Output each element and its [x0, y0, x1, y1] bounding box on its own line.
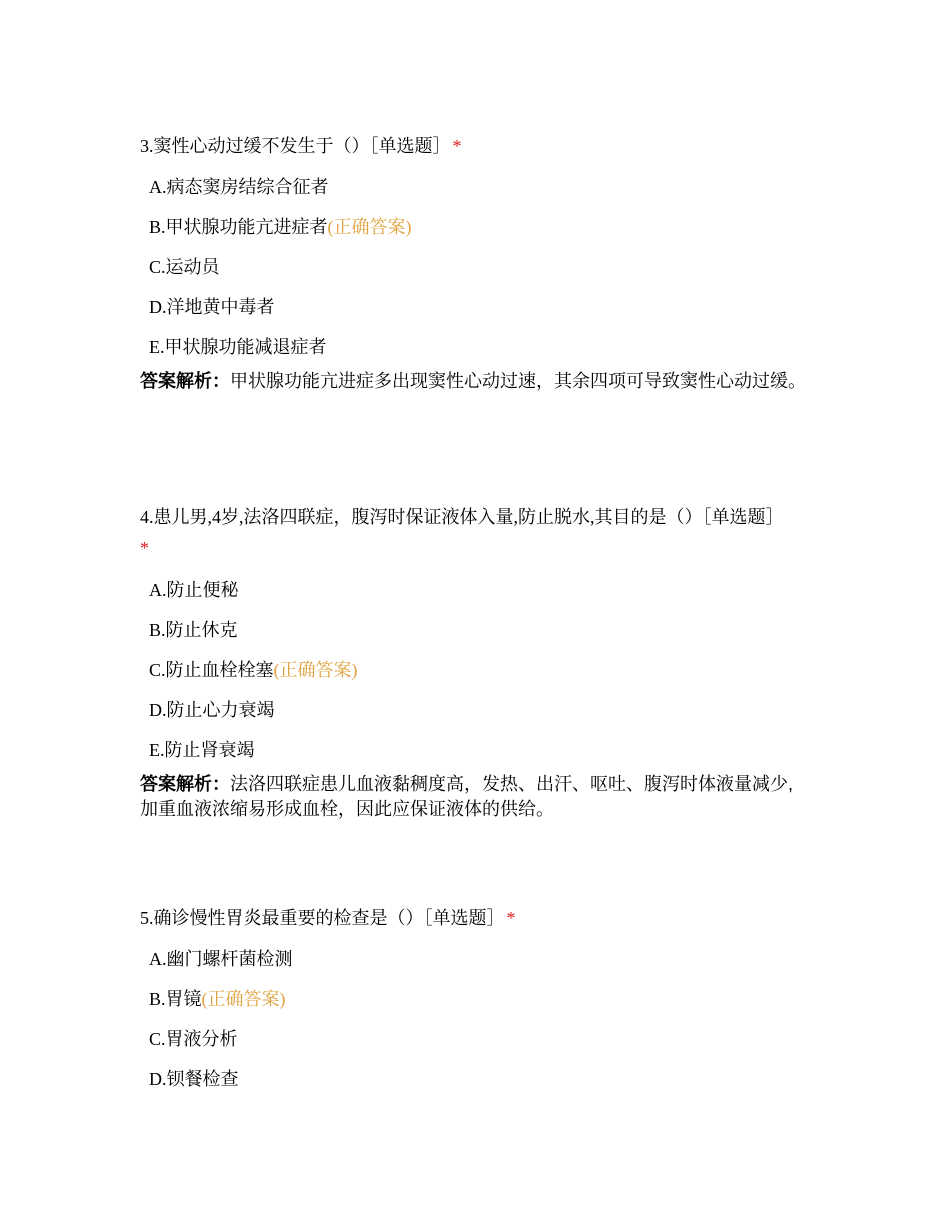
option-text: D.洋地黄中毒者	[149, 297, 275, 317]
option-e	[149, 335, 810, 359]
option-text: E.甲状腺功能减退症者	[149, 337, 327, 357]
option-text: E.防止肾衰竭	[149, 740, 255, 760]
option-c	[149, 255, 810, 279]
option-text: B.胃镜	[149, 989, 202, 1009]
correct-answer-tag: (正确答案)	[201, 989, 286, 1009]
question-title	[140, 131, 810, 162]
option-text: C.胃液分析	[149, 1029, 238, 1049]
option-list	[140, 947, 810, 1091]
required-mark: *	[506, 908, 516, 928]
option-d	[149, 1067, 810, 1091]
question-title	[140, 903, 810, 934]
option-d	[149, 295, 810, 319]
option-list	[140, 578, 810, 762]
option-list	[140, 175, 810, 359]
answer-explanation	[140, 772, 810, 822]
option-text: A.病态窦房结综合征者	[149, 177, 329, 197]
option-b	[149, 215, 810, 239]
option-c	[149, 1027, 810, 1051]
answer-explanation	[140, 369, 810, 394]
option-b	[149, 618, 810, 642]
explanation-label: 答案解析：	[140, 371, 230, 391]
required-mark: *	[140, 538, 149, 558]
question-title-text: 5.确诊慢性胃炎最重要的检查是（）［单选题］	[140, 908, 505, 928]
option-text: B.甲状腺功能亢进症者	[149, 217, 328, 237]
option-text: C.防止血栓栓塞	[149, 660, 274, 680]
option-text: D.防止心力衰竭	[149, 700, 275, 720]
explanation-label: 答案解析：	[140, 774, 230, 794]
option-a	[149, 947, 810, 971]
option-d	[149, 698, 810, 722]
option-a	[149, 175, 810, 199]
required-mark: *	[452, 136, 462, 156]
option-text: A.防止便秘	[149, 580, 239, 600]
option-a	[149, 578, 810, 602]
question-title	[140, 502, 810, 564]
option-e	[149, 738, 810, 762]
correct-answer-tag: (正确答案)	[273, 660, 358, 680]
question-4	[140, 502, 810, 822]
option-text: C.运动员	[149, 257, 220, 277]
explanation-text: 甲状腺功能亢进症多出现窦性心动过速，其余四项可导致窦性心动过缓。	[230, 371, 806, 391]
correct-answer-tag: (正确答案)	[327, 217, 412, 237]
question-title-text: 4.患儿男,4岁,法洛四联症，腹泻时保证液体入量,防止脱水,其目的是（）［单选题］	[140, 507, 784, 527]
question-3	[140, 131, 810, 394]
question-5	[140, 903, 810, 1107]
option-b	[149, 987, 810, 1011]
option-text: B.防止休克	[149, 620, 238, 640]
option-text: D.钡餐检查	[149, 1069, 239, 1089]
option-text: A.幽门螺杆菌检测	[149, 949, 293, 969]
question-title-text: 3.窦性心动过缓不发生于（）［单选题］	[140, 136, 451, 156]
explanation-text: 法洛四联症患儿血液黏稠度高，发热、出汗、呕吐、腹泻时体液量减少,加重血液浓缩易形成血栓，因此应保证液体的供给。	[140, 774, 793, 819]
option-c	[149, 658, 810, 682]
